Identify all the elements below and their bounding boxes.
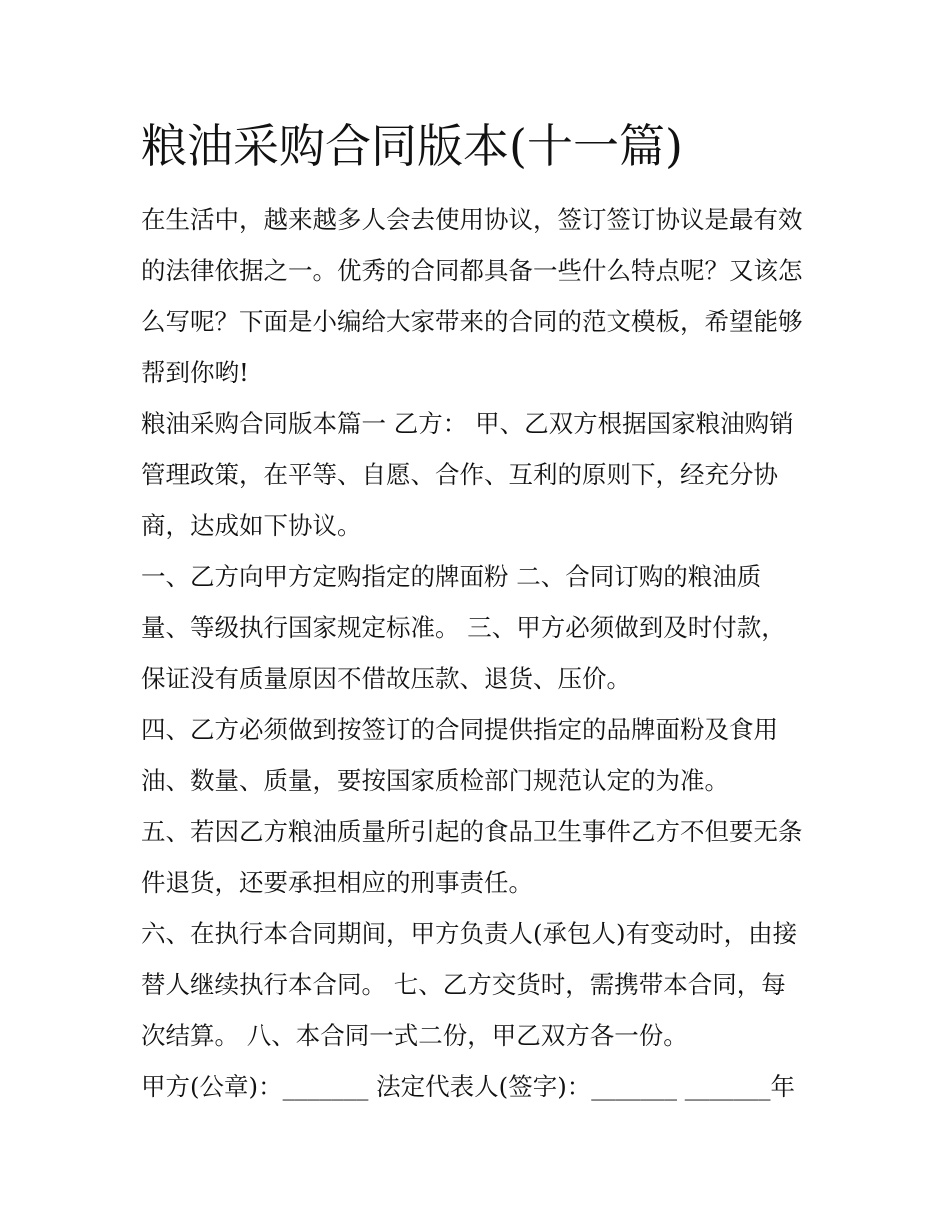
- signature-line: 甲方(公章)：_______ 法定代表人(签字)：_______ _______年: [141, 1072, 796, 1101]
- document-page: [141, 108, 821, 1112]
- text-line: 六、在执行本合同期间，甲方负责人(承包人)有变动时，由接: [141, 919, 798, 948]
- text-line: 商，达成如下协议。: [141, 511, 362, 540]
- text-line: 替人继续执行本合同。 七、乙方交货时，需携带本合同，每: [141, 970, 786, 999]
- clauses-six-to-eight-paragraph: [141, 908, 821, 1061]
- clause-five-paragraph: [141, 806, 821, 908]
- text-line: 么写呢？下面是小编给大家带来的合同的范文模板，希望能够: [141, 307, 803, 336]
- text-line: 保证没有质量原因不借故压款、退货、压价。: [141, 664, 631, 693]
- text-line: 一、乙方向甲方定购指定的牌面粉 二、合同订购的粮油质: [141, 562, 762, 591]
- signature-paragraph: [141, 1061, 821, 1112]
- text-line: 的法律依据之一。优秀的合同都具备一些什么特点呢？又该怎: [141, 256, 803, 285]
- document-title: 粮油采购合同版本(十一篇): [141, 119, 683, 173]
- text-line: 粮油采购合同版本篇一 乙方： 甲、乙双方根据国家粮油购销: [141, 409, 794, 438]
- text-line: 帮到你哟!: [141, 358, 249, 387]
- intro-paragraph: [141, 194, 821, 398]
- contract-preamble-paragraph: [141, 398, 821, 551]
- text-line: 量、等级执行国家规定标准。 三、甲方必须做到及时付款，: [141, 613, 786, 642]
- text-line: 在生活中，越来越多人会去使用协议，签订签订协议是最有效: [141, 205, 803, 234]
- clause-four-paragraph: [141, 704, 821, 806]
- text-line: 管理政策，在平等、自愿、合作、互利的原则下，经充分协: [141, 460, 778, 489]
- text-line: 油、数量、质量，要按国家质检部门规范认定的为准。: [141, 766, 729, 795]
- text-line: 四、乙方必须做到按签订的合同提供指定的品牌面粉及食用: [141, 715, 778, 744]
- text-line: 五、若因乙方粮油质量所引起的食品卫生事件乙方不但要无条: [141, 817, 803, 846]
- clauses-one-to-three-paragraph: [141, 551, 821, 704]
- text-line: 件退货，还要承担相应的刑事责任。: [141, 868, 533, 897]
- text-line: 次结算。 八、本合同一式二份，甲乙双方各一份。: [141, 1021, 688, 1050]
